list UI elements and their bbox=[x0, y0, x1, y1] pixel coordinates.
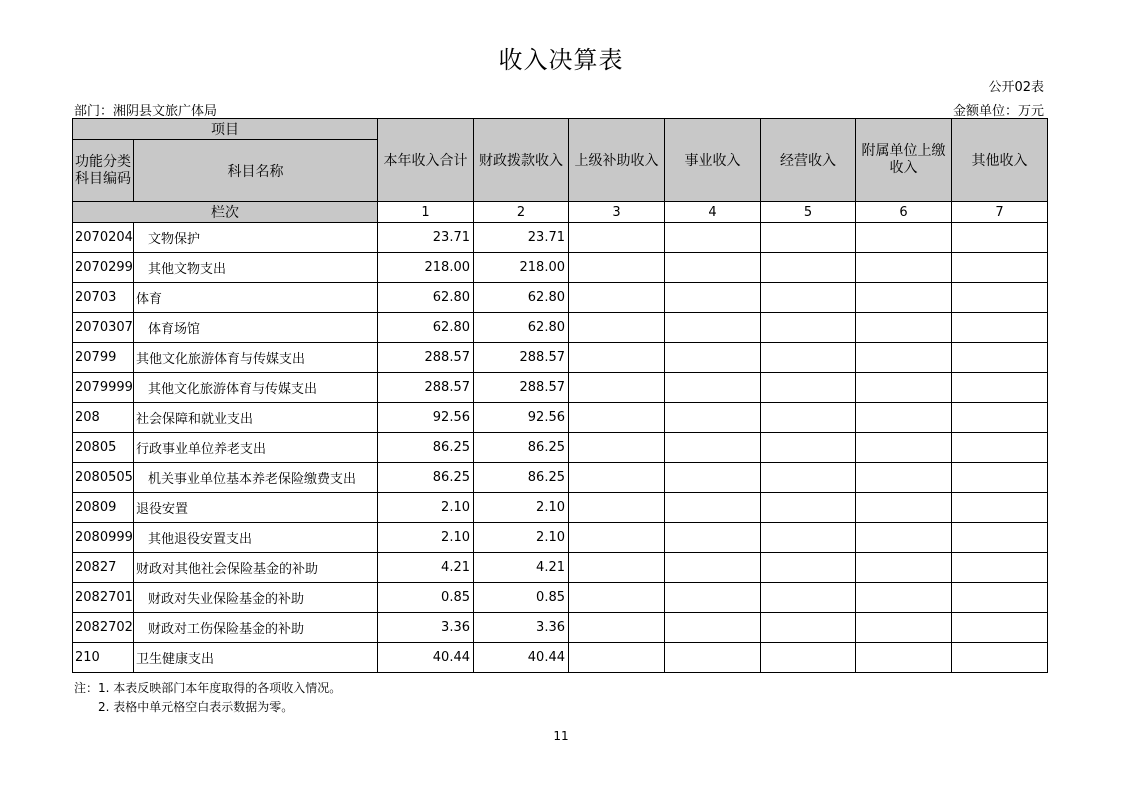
cell-empty bbox=[665, 343, 761, 373]
cell-fiscal: 86.25 bbox=[474, 433, 569, 463]
cell-empty bbox=[952, 523, 1048, 553]
cell-fiscal: 218.00 bbox=[474, 253, 569, 283]
cell-name: 财政对其他社会保险基金的补助 bbox=[134, 553, 378, 583]
cell-fiscal: 4.21 bbox=[474, 553, 569, 583]
cell-empty bbox=[569, 253, 665, 283]
cell-total: 86.25 bbox=[378, 433, 474, 463]
table-row bbox=[73, 613, 1048, 643]
form-number: 公开02表 bbox=[988, 80, 1044, 95]
cell-fiscal: 288.57 bbox=[474, 343, 569, 373]
cell-fiscal: 62.80 bbox=[474, 313, 569, 343]
cell-total: 288.57 bbox=[378, 343, 474, 373]
header-project: 项目 bbox=[73, 119, 378, 140]
cell-fiscal: 0.85 bbox=[474, 583, 569, 613]
amount-unit-label: 金额单位：万元 bbox=[952, 104, 1044, 119]
cell-empty bbox=[761, 583, 856, 613]
cell-empty bbox=[856, 553, 952, 583]
header-col-4: 事业收入 bbox=[665, 119, 761, 202]
cell-empty bbox=[665, 403, 761, 433]
cell-empty bbox=[856, 283, 952, 313]
cell-name: 体育场馆 bbox=[134, 313, 378, 343]
cell-code: 2070299 bbox=[73, 253, 134, 283]
cell-empty bbox=[952, 373, 1048, 403]
cell-name: 卫生健康支出 bbox=[134, 643, 378, 673]
cell-empty bbox=[569, 463, 665, 493]
cell-empty bbox=[665, 583, 761, 613]
cell-name: 财政对失业保险基金的补助 bbox=[134, 583, 378, 613]
table-row bbox=[73, 283, 1048, 313]
cell-empty bbox=[761, 523, 856, 553]
cell-empty bbox=[665, 493, 761, 523]
cell-code: 2082702 bbox=[73, 613, 134, 643]
cell-empty bbox=[761, 493, 856, 523]
cell-name: 其他退役安置支出 bbox=[134, 523, 378, 553]
cell-empty bbox=[665, 283, 761, 313]
cell-name: 其他文物支出 bbox=[134, 253, 378, 283]
cell-empty bbox=[569, 523, 665, 553]
cell-name: 其他文化旅游体育与传媒支出 bbox=[134, 343, 378, 373]
cell-empty bbox=[569, 493, 665, 523]
cell-fiscal: 92.56 bbox=[474, 403, 569, 433]
cell-total: 4.21 bbox=[378, 553, 474, 583]
cell-empty bbox=[569, 283, 665, 313]
cell-total: 2.10 bbox=[378, 493, 474, 523]
cell-name: 机关事业单位基本养老保险缴费支出 bbox=[134, 463, 378, 493]
cell-empty bbox=[569, 343, 665, 373]
cell-empty bbox=[856, 583, 952, 613]
cell-fiscal: 62.80 bbox=[474, 283, 569, 313]
cell-empty bbox=[761, 403, 856, 433]
table-row bbox=[73, 403, 1048, 433]
cell-empty bbox=[856, 463, 952, 493]
cell-empty bbox=[761, 223, 856, 253]
cell-name: 文物保护 bbox=[134, 223, 378, 253]
cell-empty bbox=[665, 313, 761, 343]
cell-empty bbox=[856, 403, 952, 433]
cell-empty bbox=[856, 613, 952, 643]
header-col-1: 本年收入合计 bbox=[378, 119, 474, 202]
table-row bbox=[73, 343, 1048, 373]
cell-empty bbox=[761, 253, 856, 283]
cell-empty bbox=[952, 553, 1048, 583]
cell-empty bbox=[761, 553, 856, 583]
header-col-2: 财政拨款收入 bbox=[474, 119, 569, 202]
cell-total: 3.36 bbox=[378, 613, 474, 643]
cell-empty bbox=[761, 373, 856, 403]
header-lanci: 栏次 bbox=[73, 202, 378, 223]
cell-code: 210 bbox=[73, 643, 134, 673]
cell-empty bbox=[856, 343, 952, 373]
cell-fiscal: 3.36 bbox=[474, 613, 569, 643]
cell-fiscal: 40.44 bbox=[474, 643, 569, 673]
cell-code: 2079999 bbox=[73, 373, 134, 403]
table-row bbox=[73, 643, 1048, 673]
cell-fiscal: 23.71 bbox=[474, 223, 569, 253]
cell-total: 23.71 bbox=[378, 223, 474, 253]
cell-code: 20827 bbox=[73, 553, 134, 583]
cell-empty bbox=[952, 223, 1048, 253]
cell-code: 2070307 bbox=[73, 313, 134, 343]
cell-name: 其他文化旅游体育与传媒支出 bbox=[134, 373, 378, 403]
cell-code: 2080999 bbox=[73, 523, 134, 553]
cell-fiscal: 288.57 bbox=[474, 373, 569, 403]
cell-fiscal: 2.10 bbox=[474, 493, 569, 523]
cell-empty bbox=[665, 373, 761, 403]
table-row bbox=[73, 493, 1048, 523]
cell-empty bbox=[952, 463, 1048, 493]
cell-empty bbox=[952, 253, 1048, 283]
cell-name: 退役安置 bbox=[134, 493, 378, 523]
cell-total: 0.85 bbox=[378, 583, 474, 613]
cell-total: 2.10 bbox=[378, 523, 474, 553]
cell-code: 2070204 bbox=[73, 223, 134, 253]
cell-empty bbox=[856, 523, 952, 553]
header-col-6: 附属单位上缴收入 bbox=[856, 119, 952, 202]
cell-empty bbox=[856, 643, 952, 673]
cell-empty bbox=[952, 403, 1048, 433]
header-name: 科目名称 bbox=[134, 140, 378, 202]
header-code: 功能分类科目编码 bbox=[73, 140, 134, 202]
cell-empty bbox=[665, 523, 761, 553]
cell-empty bbox=[952, 283, 1048, 313]
cell-total: 218.00 bbox=[378, 253, 474, 283]
column-number: 3 bbox=[569, 202, 665, 223]
cell-fiscal: 86.25 bbox=[474, 463, 569, 493]
cell-empty bbox=[569, 223, 665, 253]
cell-name: 社会保障和就业支出 bbox=[134, 403, 378, 433]
cell-empty bbox=[952, 343, 1048, 373]
cell-empty bbox=[856, 493, 952, 523]
header-col-3: 上级补助收入 bbox=[569, 119, 665, 202]
cell-empty bbox=[952, 433, 1048, 463]
cell-total: 92.56 bbox=[378, 403, 474, 433]
cell-empty bbox=[761, 463, 856, 493]
note-2: 2. 表格中单元格空白表示数据为零。 bbox=[98, 700, 294, 714]
column-number: 1 bbox=[378, 202, 474, 223]
cell-empty bbox=[665, 643, 761, 673]
cell-empty bbox=[952, 583, 1048, 613]
cell-fiscal: 2.10 bbox=[474, 523, 569, 553]
cell-name: 体育 bbox=[134, 283, 378, 313]
cell-empty bbox=[665, 463, 761, 493]
cell-empty bbox=[856, 373, 952, 403]
department-label: 部门：湘阴县文旅广体局 bbox=[74, 104, 218, 119]
cell-empty bbox=[665, 553, 761, 583]
cell-empty bbox=[569, 373, 665, 403]
table-row bbox=[73, 373, 1048, 403]
column-number: 4 bbox=[665, 202, 761, 223]
table-row bbox=[73, 253, 1048, 283]
cell-name: 财政对工伤保险基金的补助 bbox=[134, 613, 378, 643]
cell-code: 20809 bbox=[73, 493, 134, 523]
table-row bbox=[73, 583, 1048, 613]
table-row bbox=[73, 313, 1048, 343]
table-row bbox=[73, 463, 1048, 493]
column-number: 2 bbox=[474, 202, 569, 223]
cell-empty bbox=[761, 433, 856, 463]
cell-empty bbox=[569, 613, 665, 643]
column-number: 7 bbox=[952, 202, 1048, 223]
cell-code: 20805 bbox=[73, 433, 134, 463]
cell-empty bbox=[761, 643, 856, 673]
table-row bbox=[73, 523, 1048, 553]
cell-empty bbox=[569, 583, 665, 613]
table-row bbox=[73, 433, 1048, 463]
cell-empty bbox=[952, 643, 1048, 673]
income-table bbox=[72, 118, 1048, 673]
page-title: 收入决算表 bbox=[498, 46, 624, 74]
cell-empty bbox=[569, 313, 665, 343]
header-col-7: 其他收入 bbox=[952, 119, 1048, 202]
cell-empty bbox=[569, 403, 665, 433]
cell-code: 20799 bbox=[73, 343, 134, 373]
cell-empty bbox=[761, 613, 856, 643]
cell-empty bbox=[569, 553, 665, 583]
cell-code: 2080505 bbox=[73, 463, 134, 493]
cell-empty bbox=[856, 253, 952, 283]
cell-empty bbox=[856, 313, 952, 343]
cell-name: 行政事业单位养老支出 bbox=[134, 433, 378, 463]
cell-total: 86.25 bbox=[378, 463, 474, 493]
cell-total: 40.44 bbox=[378, 643, 474, 673]
cell-empty bbox=[665, 433, 761, 463]
column-number: 6 bbox=[856, 202, 952, 223]
table-row bbox=[73, 553, 1048, 583]
cell-empty bbox=[761, 283, 856, 313]
cell-total: 288.57 bbox=[378, 373, 474, 403]
cell-empty bbox=[665, 613, 761, 643]
column-number: 5 bbox=[761, 202, 856, 223]
note-1: 注：1. 本表反映部门本年度取得的各项收入情况。 bbox=[74, 681, 342, 695]
cell-empty bbox=[761, 313, 856, 343]
cell-empty bbox=[952, 613, 1048, 643]
cell-empty bbox=[569, 433, 665, 463]
cell-code: 20703 bbox=[73, 283, 134, 313]
cell-empty bbox=[856, 433, 952, 463]
cell-code: 2082701 bbox=[73, 583, 134, 613]
table-row bbox=[73, 223, 1048, 253]
cell-empty bbox=[665, 253, 761, 283]
cell-empty bbox=[952, 493, 1048, 523]
page-number: 11 bbox=[553, 729, 569, 743]
cell-empty bbox=[761, 343, 856, 373]
cell-code: 208 bbox=[73, 403, 134, 433]
header-col-5: 经营收入 bbox=[761, 119, 856, 202]
cell-empty bbox=[569, 643, 665, 673]
cell-empty bbox=[665, 223, 761, 253]
cell-total: 62.80 bbox=[378, 313, 474, 343]
cell-empty bbox=[856, 223, 952, 253]
cell-empty bbox=[952, 313, 1048, 343]
cell-total: 62.80 bbox=[378, 283, 474, 313]
